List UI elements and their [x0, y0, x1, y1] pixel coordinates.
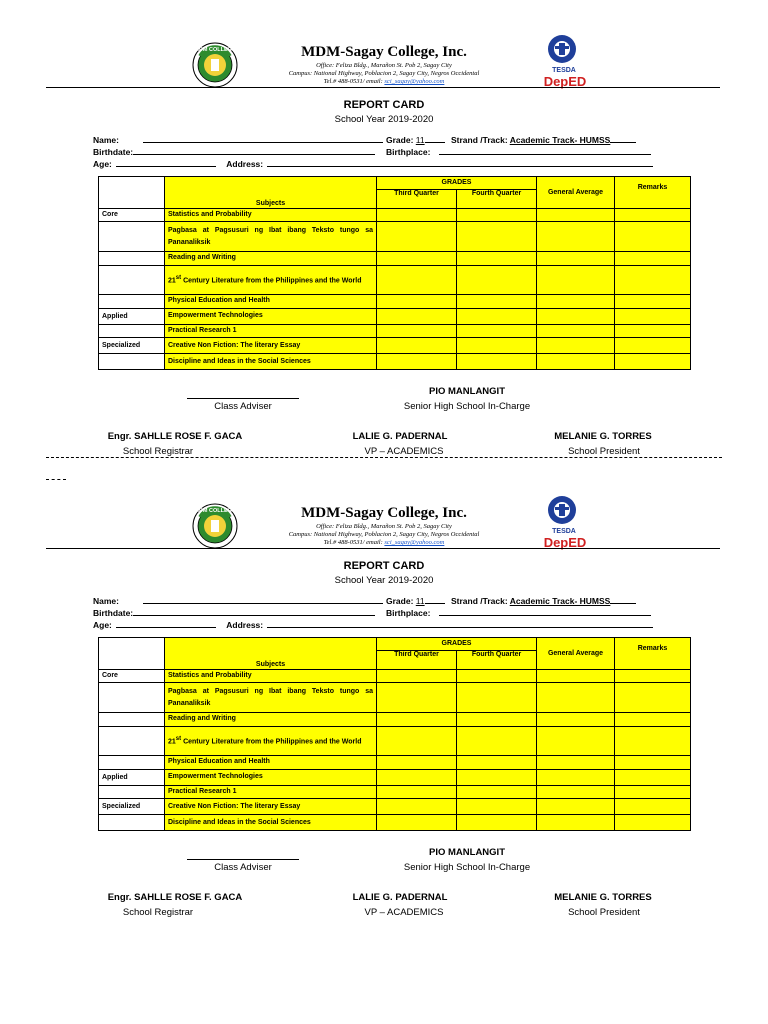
general-average-cell[interactable] — [537, 222, 615, 252]
birthplace-row — [386, 607, 651, 618]
category-specialized: Specialized — [99, 338, 165, 354]
cut-line — [46, 457, 722, 458]
grade-label: Grade: — [386, 596, 414, 606]
grade-strand-row — [386, 134, 636, 145]
svg-text:DepED: DepED — [543, 74, 587, 89]
category-specialized: Specialized — [99, 799, 165, 815]
email-link[interactable]: sci_sagay@yahoo.com — [384, 539, 445, 546]
third-quarter-grade[interactable] — [377, 354, 457, 370]
address-field[interactable] — [267, 619, 653, 628]
third-quarter-grade[interactable] — [377, 785, 457, 799]
report-card-title: REPORT CARD — [343, 99, 425, 111]
header-rule — [46, 87, 720, 88]
subject-name: Empowerment Technologies — [165, 308, 377, 324]
birthplace-field[interactable] — [439, 146, 651, 155]
grades-header: GRADES — [377, 638, 537, 651]
subject-row — [99, 669, 691, 683]
birthplace-field[interactable] — [439, 607, 651, 616]
third-quarter-grade[interactable] — [377, 308, 457, 324]
subject-row — [99, 222, 691, 252]
subjects-header: Subjects — [165, 638, 377, 670]
general-average-cell[interactable] — [537, 785, 615, 799]
fourth-quarter-grade[interactable] — [457, 295, 537, 309]
subject-name: Physical Education and Health — [165, 756, 377, 770]
category-cell — [99, 251, 165, 265]
fourth-quarter-grade[interactable] — [457, 669, 537, 683]
school-year: School Year 2019-2020 — [334, 575, 434, 586]
svg-text:MDM COLLEGE: MDM COLLEGE — [194, 508, 236, 514]
general-average-cell[interactable] — [537, 756, 615, 770]
remarks-cell[interactable] — [615, 222, 691, 252]
age-field[interactable] — [116, 158, 216, 167]
subject-name: Statistics and Probability — [165, 669, 377, 683]
birthdate-field[interactable] — [133, 607, 375, 616]
subject-row — [99, 815, 691, 831]
category-core: Core — [99, 208, 165, 222]
general-average-cell[interactable] — [537, 726, 615, 756]
birthplace-label: Birthplace: — [386, 147, 431, 157]
registrar-name: Engr. SAHLLE ROSE F. GACA — [107, 431, 243, 442]
grade-label: Grade: — [386, 135, 414, 145]
subject-name: Reading and Writing — [165, 251, 377, 265]
fourth-quarter-grade[interactable] — [457, 756, 537, 770]
general-average-cell[interactable] — [537, 295, 615, 309]
remarks-cell[interactable] — [615, 726, 691, 756]
general-average-cell[interactable] — [537, 815, 615, 831]
class-adviser-title: Class Adviser — [214, 862, 272, 873]
fourth-quarter-grade[interactable] — [457, 799, 537, 815]
third-quarter-grade[interactable] — [377, 683, 457, 713]
remarks-cell[interactable] — [615, 683, 691, 713]
general-average-header: General Average — [537, 638, 615, 670]
college-name: MDM-Sagay College, Inc. — [301, 44, 467, 60]
third-quarter-grade[interactable] — [377, 324, 457, 338]
president-name: MELANIE G. TORRES — [554, 892, 652, 903]
remarks-cell[interactable] — [615, 295, 691, 309]
address-label: Address: — [226, 159, 264, 169]
grade-value: 11 — [415, 135, 425, 145]
fourth-quarter-grade[interactable] — [457, 815, 537, 831]
birthplace-row — [386, 146, 651, 157]
cut-line-continuation — [46, 479, 66, 480]
subject-name: Reading and Writing — [165, 712, 377, 726]
shs-incharge-title: Senior High School In-Charge — [403, 401, 531, 412]
grade-value: 11 — [415, 596, 425, 606]
general-average-cell[interactable] — [537, 683, 615, 713]
subject-row — [99, 265, 691, 295]
general-average-cell[interactable] — [537, 251, 615, 265]
age-address-row — [93, 158, 653, 169]
svg-text:MDM COLLEGE: MDM COLLEGE — [194, 47, 236, 53]
subject-row — [99, 308, 691, 324]
subject-row — [99, 769, 691, 785]
third-quarter-header: Third Quarter — [377, 189, 457, 208]
vp-academics-name: LALIE G. PADERNAL — [352, 431, 448, 442]
fourth-quarter-grade[interactable] — [457, 785, 537, 799]
subject-row — [99, 295, 691, 309]
category-cell — [99, 295, 165, 309]
fourth-quarter-grade[interactable] — [457, 712, 537, 726]
president-name: MELANIE G. TORRES — [554, 431, 652, 442]
birthplace-label: Birthplace: — [386, 608, 431, 618]
remarks-cell[interactable] — [615, 208, 691, 222]
subject-name: 21st Century Literature from the Philippines and the World — [165, 265, 377, 295]
third-quarter-header: Third Quarter — [377, 650, 457, 669]
birthdate-row — [93, 607, 375, 618]
subject-row — [99, 726, 691, 756]
office-address: Office: Feliza Bldg., Marañon St. Pob 2, Sagay City — [316, 62, 452, 69]
remarks-cell[interactable] — [615, 265, 691, 295]
subject-name: Practical Research 1 — [165, 785, 377, 799]
age-label: Age: — [93, 620, 112, 630]
general-average-cell[interactable] — [537, 712, 615, 726]
age-address-row — [93, 619, 653, 630]
subject-name: Practical Research 1 — [165, 324, 377, 338]
subject-row — [99, 354, 691, 370]
general-average-cell[interactable] — [537, 324, 615, 338]
fourth-quarter-grade[interactable] — [457, 354, 537, 370]
subject-name: Discipline and Ideas in the Social Sciences — [165, 815, 377, 831]
president-title: School President — [568, 907, 640, 918]
shs-incharge-name: PIO MANLANGIT — [429, 386, 505, 397]
category-applied: Applied — [99, 308, 165, 324]
general-average-cell[interactable] — [537, 208, 615, 222]
class-adviser-title: Class Adviser — [214, 401, 272, 412]
tesda-deped-logo — [538, 493, 596, 553]
age-field[interactable] — [116, 619, 216, 628]
subject-name: Creative Non Fiction: The literary Essay — [165, 338, 377, 354]
general-average-cell[interactable] — [537, 354, 615, 370]
third-quarter-grade[interactable] — [377, 799, 457, 815]
header-rule — [46, 548, 720, 549]
remarks-cell[interactable] — [615, 756, 691, 770]
remarks-cell[interactable] — [615, 308, 691, 324]
subjects-header: Subjects — [165, 177, 377, 209]
birthdate-label: Birthdate: — [93, 608, 134, 618]
birthdate-label: Birthdate: — [93, 147, 134, 157]
vp-academics-title: VP – ACADEMICS — [364, 446, 444, 457]
svg-text:TESDA: TESDA — [552, 67, 576, 74]
fourth-quarter-grade[interactable] — [457, 683, 537, 713]
subject-row — [99, 785, 691, 799]
name-row — [93, 134, 383, 145]
category-cell — [99, 683, 165, 713]
remarks-cell[interactable] — [615, 785, 691, 799]
shs-incharge-title: Senior High School In-Charge — [403, 862, 531, 873]
email-link[interactable]: sci_sagay@yahoo.com — [384, 78, 445, 85]
subject-rows — [99, 208, 691, 369]
age-label: Age: — [93, 159, 112, 169]
contact-line: Tel.# 488-0531/ email: sci_sagay@yahoo.com — [323, 78, 445, 85]
registrar-title: School Registrar — [122, 907, 194, 918]
subject-row — [99, 251, 691, 265]
general-average-cell[interactable] — [537, 308, 615, 324]
remarks-cell[interactable] — [615, 769, 691, 785]
third-quarter-grade[interactable] — [377, 338, 457, 354]
subject-row — [99, 683, 691, 713]
remarks-cell[interactable] — [615, 251, 691, 265]
svg-text:TESDA: TESDA — [552, 528, 576, 535]
category-core: Core — [99, 669, 165, 683]
fourth-quarter-grade[interactable] — [457, 251, 537, 265]
president-title: School President — [568, 446, 640, 457]
campus-address: Campus: National Highway, Poblacion 2, Sagay City, Negros Occidental — [288, 70, 480, 77]
report-card-title: REPORT CARD — [343, 560, 425, 572]
general-average-cell[interactable] — [537, 338, 615, 354]
tesda-deped-logo — [538, 32, 596, 92]
general-average-cell[interactable] — [537, 265, 615, 295]
office-address: Office: Feliza Bldg., Marañon St. Pob 2, Sagay City — [316, 523, 452, 530]
fourth-quarter-header: Fourth Quarter — [457, 650, 537, 669]
fourth-quarter-grade[interactable] — [457, 324, 537, 338]
category-cell — [99, 222, 165, 252]
general-average-header: General Average — [537, 177, 615, 209]
registrar-name: Engr. SAHLLE ROSE F. GACA — [107, 892, 243, 903]
category-cell — [99, 354, 165, 370]
strand-value: Academic Track- HUMSS — [509, 135, 611, 145]
third-quarter-grade[interactable] — [377, 815, 457, 831]
subject-row — [99, 756, 691, 770]
category-cell — [99, 712, 165, 726]
name-label: Name: — [93, 596, 119, 606]
remarks-cell[interactable] — [615, 669, 691, 683]
category-cell — [99, 785, 165, 799]
subject-name: Discipline and Ideas in the Social Sciences — [165, 354, 377, 370]
vp-academics-name: LALIE G. PADERNAL — [352, 892, 448, 903]
campus-address: Campus: National Highway, Poblacion 2, Sagay City, Negros Occidental — [288, 531, 480, 538]
school-year: School Year 2019-2020 — [334, 114, 434, 125]
birthdate-row — [93, 146, 375, 157]
subject-row — [99, 338, 691, 354]
strand-label: Strand /Track: — [450, 596, 508, 606]
third-quarter-grade[interactable] — [377, 712, 457, 726]
address-label: Address: — [226, 620, 264, 630]
general-average-cell[interactable] — [537, 769, 615, 785]
subject-name: Pagbasa at Pagsusuri ng Ibat ibang Teksto tungo sa Pananaliksik — [165, 222, 377, 252]
subject-name: Physical Education and Health — [165, 295, 377, 309]
third-quarter-grade[interactable] — [377, 208, 457, 222]
category-applied: Applied — [99, 769, 165, 785]
general-average-cell[interactable] — [537, 669, 615, 683]
third-quarter-grade[interactable] — [377, 769, 457, 785]
grade-strand-row — [386, 595, 636, 606]
third-quarter-grade[interactable] — [377, 726, 457, 756]
subject-row — [99, 799, 691, 815]
category-cell — [99, 815, 165, 831]
third-quarter-grade[interactable] — [377, 295, 457, 309]
birthdate-field[interactable] — [133, 146, 375, 155]
remarks-cell[interactable] — [615, 354, 691, 370]
fourth-quarter-grade[interactable] — [457, 265, 537, 295]
subject-name: Pagbasa at Pagsusuri ng Ibat ibang Teksto tungo sa Pananaliksik — [165, 683, 377, 713]
remarks-cell[interactable] — [615, 712, 691, 726]
category-cell — [99, 265, 165, 295]
remarks-cell[interactable] — [615, 815, 691, 831]
contact-line: Tel.# 488-0531/ email: sci_sagay@yahoo.com — [323, 539, 445, 546]
category-cell — [99, 726, 165, 756]
third-quarter-grade[interactable] — [377, 222, 457, 252]
fourth-quarter-grade[interactable] — [457, 208, 537, 222]
shs-incharge-name: PIO MANLANGIT — [429, 847, 505, 858]
fourth-quarter-header: Fourth Quarter — [457, 189, 537, 208]
subject-row — [99, 712, 691, 726]
strand-value: Academic Track- HUMSS — [509, 596, 611, 606]
subject-rows — [99, 669, 691, 830]
name-label: Name: — [93, 135, 119, 145]
vp-academics-title: VP – ACADEMICS — [364, 907, 444, 918]
registrar-title: School Registrar — [122, 446, 194, 457]
class-adviser-signature-line — [187, 859, 299, 860]
fourth-quarter-grade[interactable] — [457, 726, 537, 756]
third-quarter-grade[interactable] — [377, 756, 457, 770]
address-field[interactable] — [267, 158, 653, 167]
name-field[interactable] — [143, 595, 383, 604]
report-card-1 — [0, 30, 768, 491]
class-adviser-signature-line — [187, 398, 299, 399]
subject-row — [99, 324, 691, 338]
college-name: MDM-Sagay College, Inc. — [301, 505, 467, 521]
fourth-quarter-grade[interactable] — [457, 769, 537, 785]
fourth-quarter-grade[interactable] — [457, 338, 537, 354]
grades-table — [98, 176, 691, 370]
subject-name: Empowerment Technologies — [165, 769, 377, 785]
name-row — [93, 595, 383, 606]
grades-table — [98, 637, 691, 831]
remarks-header: Remarks — [615, 638, 691, 670]
subject-name: Statistics and Probability — [165, 208, 377, 222]
svg-text:DepED: DepED — [543, 535, 587, 550]
subject-name: 21st Century Literature from the Philippines and the World — [165, 726, 377, 756]
category-cell — [99, 756, 165, 770]
general-average-cell[interactable] — [537, 799, 615, 815]
remarks-cell[interactable] — [615, 338, 691, 354]
category-cell — [99, 324, 165, 338]
fourth-quarter-grade[interactable] — [457, 222, 537, 252]
remarks-cell[interactable] — [615, 799, 691, 815]
third-quarter-grade[interactable] — [377, 265, 457, 295]
fourth-quarter-grade[interactable] — [457, 308, 537, 324]
remarks-cell[interactable] — [615, 324, 691, 338]
strand-label: Strand /Track: — [450, 135, 508, 145]
report-card-2 — [0, 491, 768, 952]
third-quarter-grade[interactable] — [377, 251, 457, 265]
third-quarter-grade[interactable] — [377, 669, 457, 683]
grades-header: GRADES — [377, 177, 537, 190]
subject-row — [99, 208, 691, 222]
remarks-header: Remarks — [615, 177, 691, 209]
name-field[interactable] — [143, 134, 383, 143]
subject-name: Creative Non Fiction: The literary Essay — [165, 799, 377, 815]
